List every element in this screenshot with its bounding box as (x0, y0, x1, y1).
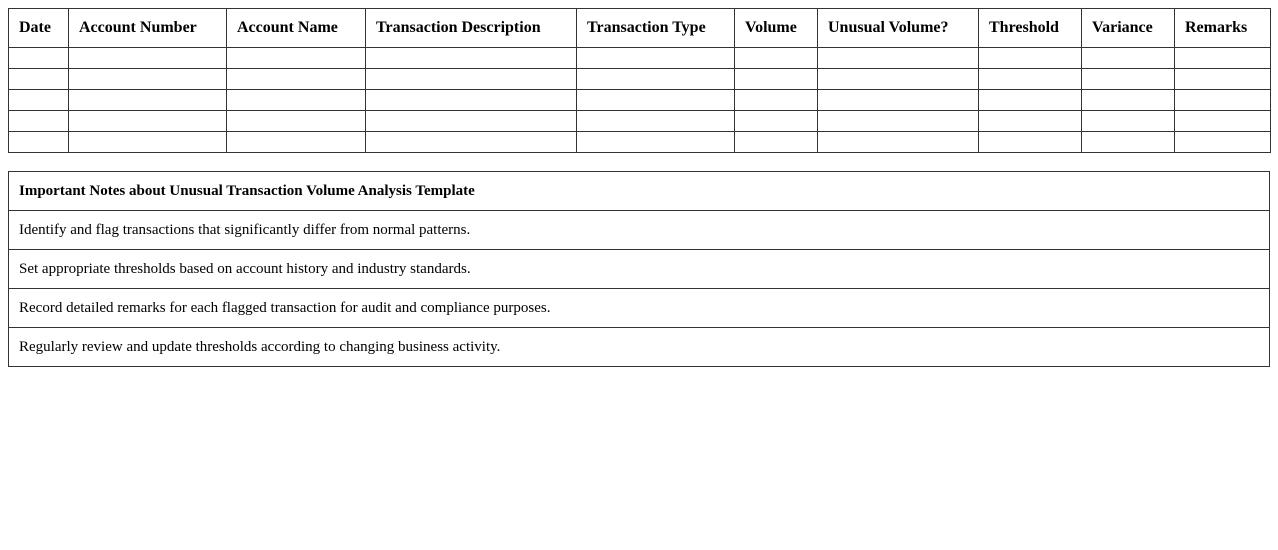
table-cell[interactable] (69, 132, 227, 153)
table-cell[interactable] (577, 69, 735, 90)
table-cell[interactable] (1082, 90, 1175, 111)
table-cell[interactable] (9, 48, 69, 69)
note-item-row (9, 289, 1270, 328)
table-cell[interactable] (979, 90, 1082, 111)
table-cell[interactable] (818, 132, 979, 153)
table-cell[interactable] (227, 111, 366, 132)
table-cell[interactable] (577, 132, 735, 153)
table-cell[interactable] (69, 90, 227, 111)
notes-title: Important Notes about Unusual Transaction Volume Analysis Template (9, 172, 1270, 211)
table-cell[interactable] (1082, 69, 1175, 90)
table-cell[interactable] (1082, 111, 1175, 132)
notes-table (8, 171, 1270, 367)
table-cell[interactable] (227, 90, 366, 111)
table-cell[interactable] (577, 111, 735, 132)
table-cell[interactable] (818, 90, 979, 111)
table-cell[interactable] (1082, 48, 1175, 69)
column-header-date: Date (9, 9, 69, 48)
table-cell[interactable] (979, 132, 1082, 153)
table-cell[interactable] (1175, 132, 1271, 153)
table-cell[interactable] (69, 69, 227, 90)
table-cell[interactable] (69, 111, 227, 132)
table-cell[interactable] (1175, 111, 1271, 132)
table-cell[interactable] (366, 48, 577, 69)
transaction-volume-table (8, 8, 1271, 153)
note-item-row (9, 211, 1270, 250)
table-cell[interactable] (366, 69, 577, 90)
table-cell[interactable] (979, 48, 1082, 69)
note-item: Identify and flag transactions that significantly differ from normal patterns. (9, 211, 1270, 250)
column-header-volume: Volume (735, 9, 818, 48)
table-cell[interactable] (818, 111, 979, 132)
table-cell[interactable] (366, 132, 577, 153)
column-header-unusual-volume: Unusual Volume? (818, 9, 979, 48)
table-cell[interactable] (979, 69, 1082, 90)
table-cell[interactable] (366, 90, 577, 111)
table-cell[interactable] (735, 132, 818, 153)
table-cell[interactable] (366, 111, 577, 132)
column-header-account-number: Account Number (69, 9, 227, 48)
table-row (9, 69, 1271, 90)
column-header-threshold: Threshold (979, 9, 1082, 48)
table-cell[interactable] (1175, 69, 1271, 90)
table-cell[interactable] (735, 48, 818, 69)
table-cell[interactable] (818, 48, 979, 69)
note-item-row (9, 250, 1270, 289)
table-cell[interactable] (1175, 48, 1271, 69)
note-item: Regularly review and update thresholds according to changing business activity. (9, 328, 1270, 367)
table-cell[interactable] (69, 48, 227, 69)
table-cell[interactable] (735, 90, 818, 111)
table-cell[interactable] (1082, 132, 1175, 153)
note-item: Record detailed remarks for each flagged transaction for audit and compliance purposes. (9, 289, 1270, 328)
note-item: Set appropriate thresholds based on account history and industry standards. (9, 250, 1270, 289)
column-header-transaction-description: Transaction Description (366, 9, 577, 48)
document-page (8, 8, 1270, 367)
table-cell[interactable] (979, 111, 1082, 132)
note-item-row (9, 328, 1270, 367)
table-cell[interactable] (9, 69, 69, 90)
table-cell[interactable] (818, 69, 979, 90)
table-header-row (9, 9, 1271, 48)
table-row (9, 132, 1271, 153)
table-body (9, 48, 1271, 153)
table-cell[interactable] (735, 69, 818, 90)
table-row (9, 48, 1271, 69)
table-cell[interactable] (577, 90, 735, 111)
column-header-transaction-type: Transaction Type (577, 9, 735, 48)
table-cell[interactable] (9, 90, 69, 111)
table-cell[interactable] (9, 132, 69, 153)
column-header-account-name: Account Name (227, 9, 366, 48)
table-cell[interactable] (227, 48, 366, 69)
table-cell[interactable] (735, 111, 818, 132)
table-row (9, 111, 1271, 132)
table-cell[interactable] (577, 48, 735, 69)
column-header-remarks: Remarks (1175, 9, 1271, 48)
table-cell[interactable] (1175, 90, 1271, 111)
column-header-variance: Variance (1082, 9, 1175, 48)
table-cell[interactable] (227, 132, 366, 153)
table-cell[interactable] (227, 69, 366, 90)
table-cell[interactable] (9, 111, 69, 132)
table-row (9, 90, 1271, 111)
notes-title-row (9, 172, 1270, 211)
